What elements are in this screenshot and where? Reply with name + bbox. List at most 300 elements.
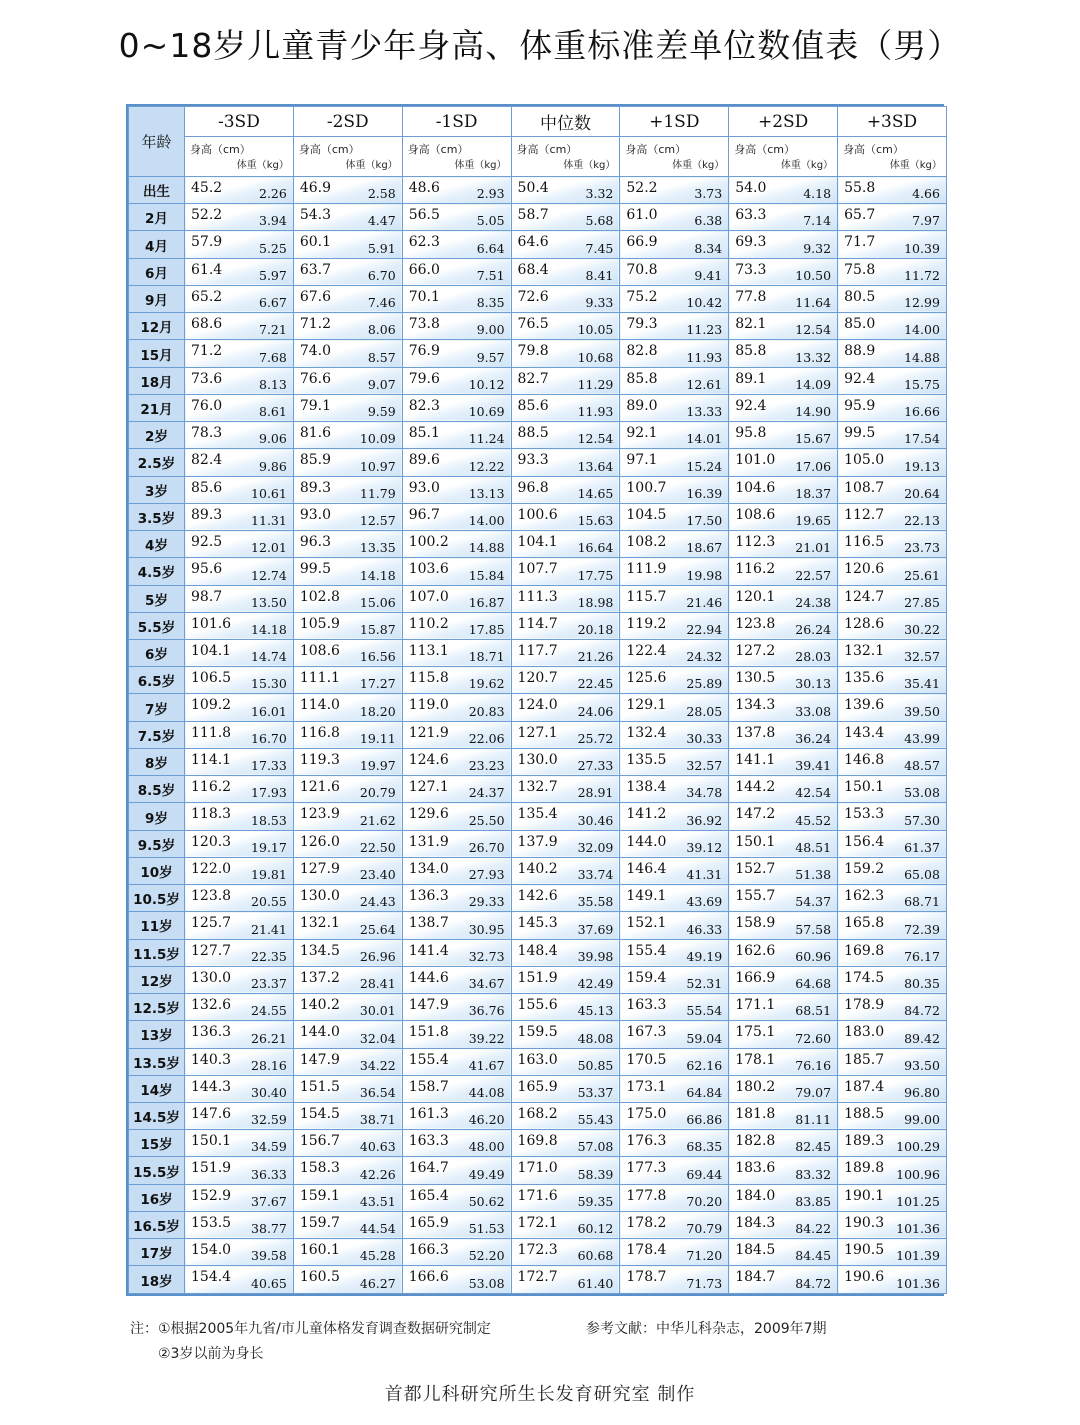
value-cell [620, 1211, 729, 1238]
height-value: 105.0 [844, 452, 885, 469]
table-row [129, 1021, 947, 1048]
value-cell [620, 912, 729, 939]
value-cell [729, 639, 838, 666]
group-header: -1SD [402, 107, 511, 137]
height-value: 147.9 [299, 1051, 340, 1068]
weight-value: 24.32 [686, 649, 723, 665]
height-value: 151.9 [191, 1160, 232, 1177]
value-cell [620, 1130, 729, 1157]
value-cell [293, 531, 402, 558]
group-header: +3SD [838, 107, 947, 137]
value-cell [838, 939, 947, 966]
height-value: 128.6 [844, 615, 885, 632]
table-row [129, 204, 947, 231]
height-value: 100.6 [517, 506, 558, 523]
weight-value: 21.46 [686, 594, 723, 610]
value-cell [402, 449, 511, 476]
height-value: 153.5 [191, 1214, 232, 1231]
weight-unit-label: 体重（kg） [454, 160, 507, 171]
age-cell: 17岁 [129, 1239, 185, 1266]
height-value: 97.1 [626, 452, 658, 469]
value-cell [402, 939, 511, 966]
weight-value: 10.09 [359, 431, 396, 447]
sd-table-container [126, 104, 944, 1296]
height-value: 100.7 [626, 479, 667, 496]
height-value: 85.0 [844, 316, 876, 333]
subheader-cell [293, 137, 402, 177]
value-cell [185, 1157, 294, 1184]
weight-value: 23.23 [468, 758, 505, 774]
value-cell [838, 912, 947, 939]
height-value: 145.3 [517, 915, 558, 932]
value-cell [402, 1211, 511, 1238]
weight-value: 64.68 [795, 976, 832, 992]
value-cell [511, 285, 620, 312]
height-value: 130.5 [735, 670, 776, 687]
value-cell [402, 612, 511, 639]
height-value: 127.2 [735, 642, 776, 659]
height-value: 103.6 [408, 561, 449, 578]
value-cell [729, 313, 838, 340]
height-value: 147.9 [408, 997, 449, 1014]
height-value: 61.0 [626, 207, 658, 224]
weight-value: 8.41 [585, 267, 614, 283]
subheader-cell [402, 137, 511, 177]
value-cell [620, 204, 729, 231]
height-value: 135.4 [517, 806, 558, 823]
weight-value: 22.57 [795, 567, 832, 583]
height-unit-label: 身高（cm） [298, 143, 360, 156]
height-value: 151.8 [408, 1024, 449, 1041]
height-value: 82.8 [626, 343, 658, 360]
height-value: 156.7 [299, 1133, 340, 1150]
value-cell [402, 422, 511, 449]
table-row [129, 639, 947, 666]
value-cell [729, 340, 838, 367]
weight-value: 76.16 [795, 1057, 832, 1073]
weight-value: 35.58 [577, 894, 614, 910]
value-cell [729, 231, 838, 258]
value-cell [185, 966, 294, 993]
value-cell [620, 1184, 729, 1211]
value-cell [729, 558, 838, 585]
weight-unit-label: 体重（kg） [672, 160, 725, 171]
age-cell: 16岁 [129, 1184, 185, 1211]
value-cell [729, 830, 838, 857]
height-value: 130.0 [517, 751, 558, 768]
age-cell: 15岁 [129, 1130, 185, 1157]
weight-value: 53.37 [577, 1084, 614, 1100]
value-cell [185, 639, 294, 666]
height-value: 135.5 [626, 751, 667, 768]
value-cell [185, 258, 294, 285]
weight-value: 59.04 [686, 1030, 723, 1046]
height-value: 62.3 [408, 234, 440, 251]
height-value: 52.2 [191, 207, 223, 224]
height-value: 85.1 [408, 425, 440, 442]
weight-value: 19.17 [251, 839, 287, 855]
height-value: 108.2 [626, 534, 667, 551]
value-cell [511, 367, 620, 394]
height-value: 65.7 [844, 207, 876, 224]
height-value: 170.5 [626, 1051, 667, 1068]
value-cell [402, 721, 511, 748]
height-value: 166.6 [408, 1269, 449, 1286]
value-cell [729, 667, 838, 694]
height-value: 89.6 [408, 452, 440, 469]
value-cell [511, 503, 620, 530]
weight-value: 62.16 [686, 1057, 723, 1073]
value-cell [511, 1130, 620, 1157]
weight-value: 20.64 [904, 485, 940, 501]
value-cell [293, 612, 402, 639]
weight-value: 101.36 [896, 1276, 940, 1291]
value-cell [838, 803, 947, 830]
weight-unit-label: 体重（kg） [780, 160, 834, 171]
height-value: 119.3 [299, 751, 340, 768]
weight-value: 34.22 [359, 1057, 396, 1073]
weight-value: 41.31 [686, 867, 723, 883]
value-cell [402, 177, 511, 204]
height-value: 190.1 [844, 1187, 885, 1204]
value-cell [620, 1266, 729, 1294]
weight-value: 13.64 [577, 458, 614, 474]
weight-value: 25.50 [468, 812, 505, 828]
height-value: 182.8 [735, 1133, 776, 1150]
weight-value: 84.72 [904, 1003, 940, 1019]
height-value: 147.6 [191, 1105, 232, 1122]
value-cell [185, 177, 294, 204]
value-cell [402, 694, 511, 721]
weight-value: 20.79 [359, 785, 396, 801]
weight-value: 49.49 [468, 1166, 505, 1182]
height-value: 132.1 [299, 915, 340, 932]
height-value: 140.3 [191, 1051, 232, 1068]
value-cell [511, 803, 620, 830]
value-cell [838, 830, 947, 857]
weight-value: 2.26 [259, 186, 287, 202]
value-cell [185, 1239, 294, 1266]
weight-value: 60.96 [795, 948, 832, 964]
height-value: 184.3 [735, 1214, 776, 1231]
value-cell [185, 748, 294, 775]
value-cell [511, 1184, 620, 1211]
height-value: 155.6 [517, 997, 558, 1014]
weight-value: 45.28 [359, 1248, 396, 1264]
age-cell: 10岁 [129, 857, 185, 884]
weight-value: 20.83 [468, 703, 505, 719]
value-cell [293, 1239, 402, 1266]
weight-value: 23.73 [904, 540, 940, 556]
weight-value: 10.97 [359, 458, 396, 474]
value-cell [620, 285, 729, 312]
weight-value: 57.58 [795, 921, 832, 937]
height-value: 104.6 [735, 479, 776, 496]
weight-value: 70.79 [686, 1221, 723, 1237]
weight-value: 48.51 [795, 839, 832, 855]
weight-value: 72.39 [904, 921, 940, 937]
weight-value: 14.18 [359, 567, 396, 583]
height-value: 102.8 [299, 588, 340, 605]
value-cell [729, 1102, 838, 1129]
value-cell [838, 1075, 947, 1102]
value-cell [729, 285, 838, 312]
value-cell [838, 285, 947, 312]
value-cell [185, 1102, 294, 1129]
age-cell: 6.5岁 [129, 667, 185, 694]
value-cell [838, 1266, 947, 1294]
weight-value: 22.50 [359, 839, 396, 855]
table-row [129, 694, 947, 721]
weight-value: 19.13 [904, 458, 940, 474]
height-value: 65.2 [191, 288, 223, 305]
height-value: 171.0 [517, 1160, 558, 1177]
height-value: 132.6 [191, 997, 232, 1014]
value-cell [838, 1102, 947, 1129]
table-row [129, 830, 947, 857]
value-cell [620, 231, 729, 258]
weight-value: 15.30 [251, 676, 287, 692]
height-value: 93.3 [517, 452, 549, 469]
value-cell [511, 204, 620, 231]
height-value: 73.6 [191, 370, 223, 387]
weight-value: 9.57 [476, 349, 505, 365]
weight-value: 8.06 [367, 322, 396, 338]
value-cell [838, 776, 947, 803]
age-cell: 12岁 [129, 966, 185, 993]
weight-value: 14.09 [795, 376, 832, 392]
value-cell [838, 476, 947, 503]
value-cell [402, 1075, 511, 1102]
height-value: 144.0 [299, 1024, 340, 1041]
height-value: 114.1 [191, 751, 232, 768]
height-value: 56.5 [408, 207, 440, 224]
value-cell [185, 939, 294, 966]
table-row [129, 1211, 947, 1238]
value-cell [729, 1211, 838, 1238]
value-cell [402, 639, 511, 666]
value-cell [293, 1157, 402, 1184]
height-value: 178.9 [844, 997, 885, 1014]
weight-value: 5.05 [476, 213, 505, 229]
value-cell [293, 177, 402, 204]
height-value: 163.3 [626, 997, 667, 1014]
age-cell: 18月 [129, 367, 185, 394]
weight-value: 17.06 [795, 458, 832, 474]
value-cell [185, 1266, 294, 1294]
height-value: 137.2 [299, 969, 340, 986]
weight-value: 9.00 [476, 322, 505, 338]
weight-value: 42.54 [795, 785, 832, 801]
value-cell [402, 803, 511, 830]
age-column-header: 年龄 [129, 107, 185, 177]
weight-value: 12.61 [686, 376, 723, 392]
weight-value: 61.40 [577, 1276, 614, 1291]
weight-value: 22.35 [251, 948, 287, 964]
value-cell [185, 340, 294, 367]
value-cell [620, 966, 729, 993]
height-value: 104.5 [626, 506, 667, 523]
height-value: 101.0 [735, 452, 776, 469]
age-cell: 15月 [129, 340, 185, 367]
weight-value: 30.95 [468, 921, 505, 937]
value-cell [511, 612, 620, 639]
height-value: 121.6 [299, 779, 340, 796]
height-value: 154.4 [191, 1269, 232, 1286]
height-value: 74.0 [299, 343, 332, 360]
weight-value: 28.16 [251, 1057, 287, 1073]
weight-value: 46.33 [686, 921, 723, 937]
height-value: 119.0 [408, 697, 449, 714]
value-cell [511, 585, 620, 612]
height-value: 81.6 [299, 425, 332, 442]
weight-value: 19.98 [686, 567, 723, 583]
value-cell [293, 503, 402, 530]
value-cell [511, 422, 620, 449]
weight-value: 44.54 [359, 1221, 396, 1237]
value-cell [729, 994, 838, 1021]
height-value: 140.2 [299, 997, 340, 1014]
height-value: 71.7 [844, 234, 876, 251]
age-cell: 2.5岁 [129, 449, 185, 476]
height-value: 112.3 [735, 534, 776, 551]
weight-value: 26.96 [359, 948, 396, 964]
height-value: 114.7 [517, 615, 558, 632]
weight-value: 60.12 [577, 1221, 614, 1237]
weight-value: 50.85 [577, 1057, 614, 1073]
weight-value: 37.69 [577, 921, 614, 937]
value-cell [838, 1130, 947, 1157]
height-value: 165.9 [517, 1078, 558, 1095]
weight-value: 12.74 [251, 567, 287, 583]
age-cell: 9.5岁 [129, 830, 185, 857]
weight-value: 14.90 [795, 404, 832, 420]
height-value: 146.8 [844, 751, 885, 768]
weight-value: 101.39 [896, 1248, 940, 1264]
weight-value: 54.37 [795, 894, 832, 910]
table-row [129, 885, 947, 912]
weight-value: 23.37 [251, 976, 287, 992]
value-cell [620, 585, 729, 612]
weight-value: 13.35 [359, 540, 396, 556]
value-cell [293, 313, 402, 340]
height-value: 147.2 [735, 806, 776, 823]
height-value: 136.3 [408, 888, 449, 905]
weight-value: 16.01 [251, 703, 287, 719]
height-value: 63.7 [299, 261, 332, 278]
height-value: 169.8 [844, 942, 885, 959]
weight-value: 45.52 [795, 812, 832, 828]
value-cell [185, 1184, 294, 1211]
weight-value: 19.97 [359, 758, 396, 774]
value-cell [185, 721, 294, 748]
value-cell [838, 204, 947, 231]
value-cell [402, 231, 511, 258]
height-value: 175.0 [626, 1105, 667, 1122]
weight-value: 14.88 [468, 540, 505, 556]
value-cell [402, 285, 511, 312]
height-value: 152.1 [626, 915, 667, 932]
table-row [129, 803, 947, 830]
weight-value: 28.41 [359, 976, 396, 992]
weight-value: 83.32 [795, 1166, 832, 1182]
height-value: 88.5 [517, 425, 549, 442]
value-cell [511, 449, 620, 476]
age-cell: 出生 [129, 177, 185, 204]
weight-value: 11.72 [904, 267, 940, 283]
value-cell [838, 258, 947, 285]
value-cell [402, 1048, 511, 1075]
weight-value: 50.62 [468, 1193, 505, 1209]
weight-value: 18.53 [251, 812, 287, 828]
height-value: 159.2 [844, 860, 885, 877]
age-cell: 2月 [129, 204, 185, 231]
weight-value: 81.11 [795, 1112, 832, 1128]
height-value: 155.4 [408, 1051, 449, 1068]
value-cell [511, 1239, 620, 1266]
weight-value: 17.54 [904, 431, 940, 447]
height-value: 92.1 [626, 425, 658, 442]
weight-value: 11.79 [359, 485, 396, 501]
value-cell [185, 367, 294, 394]
weight-value: 2.58 [367, 186, 396, 202]
height-value: 160.5 [299, 1269, 340, 1286]
weight-value: 10.61 [251, 485, 287, 501]
height-value: 127.1 [408, 779, 449, 796]
weight-value: 39.22 [468, 1030, 505, 1046]
height-value: 173.1 [626, 1078, 667, 1095]
value-cell [511, 1048, 620, 1075]
value-cell [293, 776, 402, 803]
value-cell [185, 313, 294, 340]
height-value: 61.4 [191, 261, 223, 278]
value-cell [511, 313, 620, 340]
table-row [129, 313, 947, 340]
value-cell [620, 639, 729, 666]
value-cell [511, 231, 620, 258]
weight-value: 35.41 [904, 676, 940, 692]
age-cell: 14岁 [129, 1075, 185, 1102]
value-cell [729, 503, 838, 530]
height-value: 89.1 [735, 370, 767, 387]
height-value: 184.7 [735, 1269, 776, 1286]
height-value: 166.3 [408, 1242, 449, 1259]
value-cell [729, 721, 838, 748]
value-cell [511, 394, 620, 421]
height-value: 155.7 [735, 888, 776, 905]
value-cell [729, 1266, 838, 1294]
value-cell [185, 1130, 294, 1157]
height-value: 163.3 [408, 1133, 449, 1150]
age-cell: 16.5岁 [129, 1211, 185, 1238]
value-cell [838, 394, 947, 421]
table-row [129, 1239, 947, 1266]
height-value: 184.0 [735, 1187, 776, 1204]
height-value: 95.6 [191, 561, 223, 578]
value-cell [511, 939, 620, 966]
height-value: 158.3 [299, 1160, 340, 1177]
height-value: 96.3 [299, 534, 332, 551]
height-value: 144.2 [735, 779, 776, 796]
weight-value: 14.00 [904, 322, 940, 338]
value-cell [185, 476, 294, 503]
value-cell [293, 340, 402, 367]
height-value: 79.1 [299, 397, 332, 414]
value-cell [511, 1157, 620, 1184]
value-cell [729, 204, 838, 231]
value-cell [729, 612, 838, 639]
weight-value: 89.42 [904, 1030, 940, 1046]
